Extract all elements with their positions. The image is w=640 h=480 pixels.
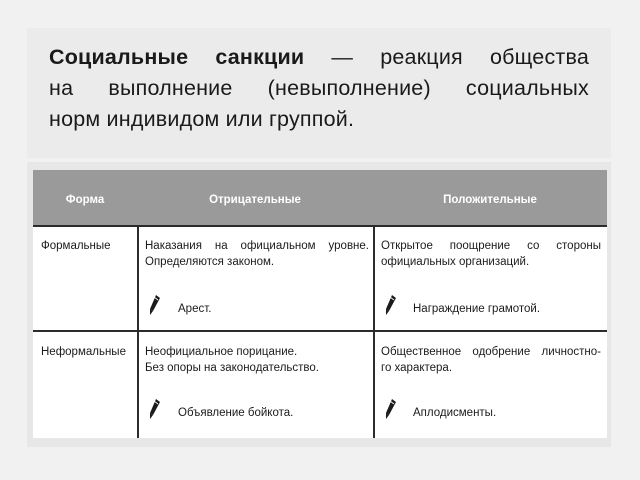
definition-term: Социальные санкции [49,45,305,69]
row-2-negative-example: Объявление бойкота. [178,407,294,419]
definition-line-1-rest: реакция общества [380,45,589,69]
definition-line-2: на выполнение (невыполнение) социальных [49,76,589,100]
header-form: Форма [65,194,105,206]
pen-icon [147,398,161,420]
row-1-negative-line-2: Определяются законом. [145,256,275,268]
row-2-negative-text [145,344,369,376]
grid-line-v1 [137,225,139,438]
header-negative: Отрицательные [209,194,301,206]
row-2-positive-example: Аплодисменты. [413,407,497,419]
pen-icon [147,294,161,316]
grid-line-v2 [373,225,375,438]
row-2-negative-line-2: Без опоры на законодательство. [145,362,319,374]
definition-line-1 [49,42,589,73]
row-1-negative-line-1: Наказания на официальном уровне. [145,240,369,252]
row-1-negative-text [145,238,369,270]
row-1-form: Формальные [41,240,111,252]
grid-line-h1 [33,225,607,227]
header-positive: Положительные [443,194,537,206]
row-1-positive-text [381,238,601,270]
row-2-positive-text [381,344,601,376]
sanctions-table [33,170,607,438]
row-1-negative-example: Арест. [178,303,212,315]
definition-text [49,42,589,135]
row-2-negative-line-1: Неофициальное порицание. [145,346,298,358]
definition-dash: — [331,45,354,69]
row-1-positive-line-1: Открытое поощрение со стороны [381,240,601,252]
row-2-positive-line-1: Общественное одобрение личностно- [381,346,601,358]
grid-line-h2 [33,330,607,332]
row-1-positive-line-2: официальных организаций. [381,256,530,268]
row-1-positive-example: Награждение грамотой. [413,303,541,315]
pen-icon [383,294,397,316]
row-2-form: Неформальные [41,346,126,358]
pen-icon [383,398,397,420]
row-2-positive-line-2: го характера. [381,362,453,374]
definition-line-3: норм индивидом или группой. [49,107,355,131]
